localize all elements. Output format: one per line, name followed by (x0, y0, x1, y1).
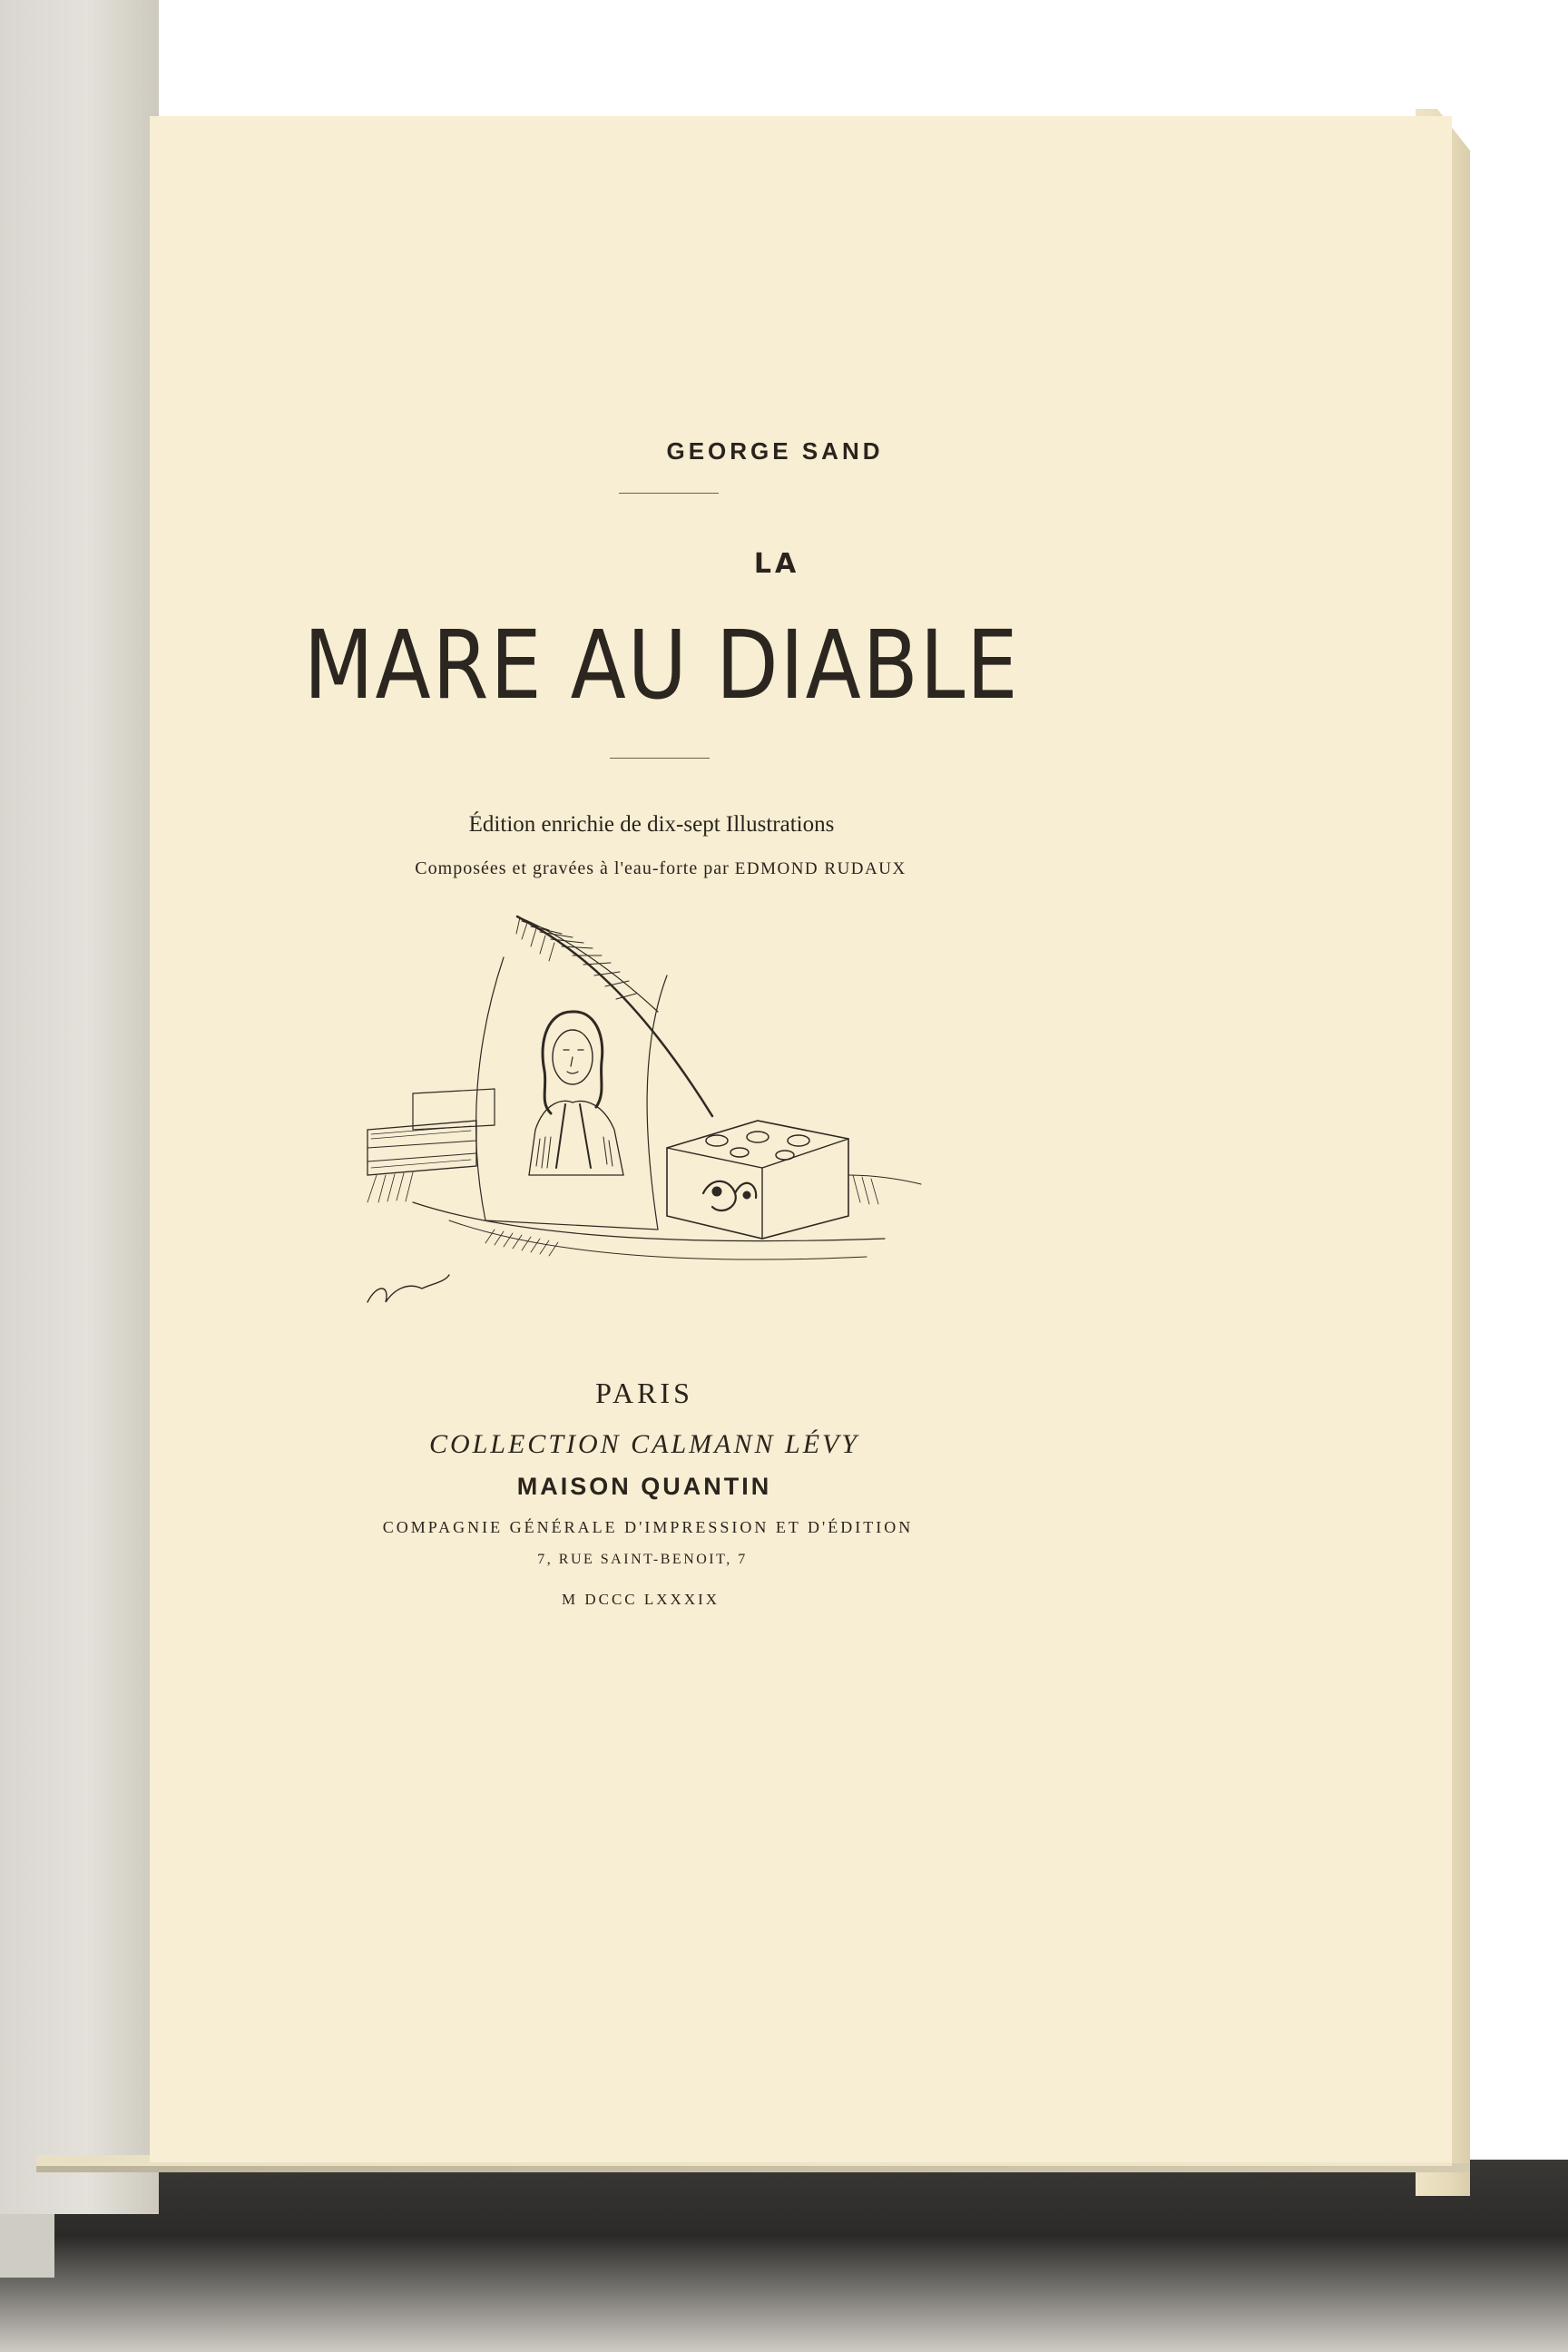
divider-rule-2 (610, 758, 710, 759)
publisher-address: 7, RUE SAINT-BENOIT, 7 (537, 1552, 748, 1567)
divider-rule (619, 493, 719, 494)
company-name: COMPAGNIE GÉNÉRALE D'IMPRESSION ET D'ÉDITION (382, 1518, 914, 1536)
left-page-foot (0, 2214, 54, 2278)
publication-year: M DCCC LXXXIX (561, 1591, 720, 1608)
illustrator-credit-prefix: Composées et gravées à l'eau-forte par (415, 858, 730, 878)
title-article: LA (753, 548, 800, 580)
author-name: GEORGE SAND (666, 437, 884, 465)
edition-statement: Édition enrichie de dix-sept Illustrations (468, 812, 835, 837)
left-page (0, 0, 159, 2214)
city: PARIS (595, 1377, 693, 1409)
collection-name: COLLECTION CALMANN LÉVY (428, 1429, 860, 1459)
illustrator-name: EDMOND RUDAUX (734, 859, 906, 878)
table-shadow (0, 2160, 1568, 2352)
book-title: MARE AU DIABLE (303, 610, 1020, 720)
etching-illustration (358, 903, 930, 1329)
publisher-name: MAISON QUANTIN (516, 1473, 772, 1500)
illustrator-credit (0, 858, 1445, 879)
